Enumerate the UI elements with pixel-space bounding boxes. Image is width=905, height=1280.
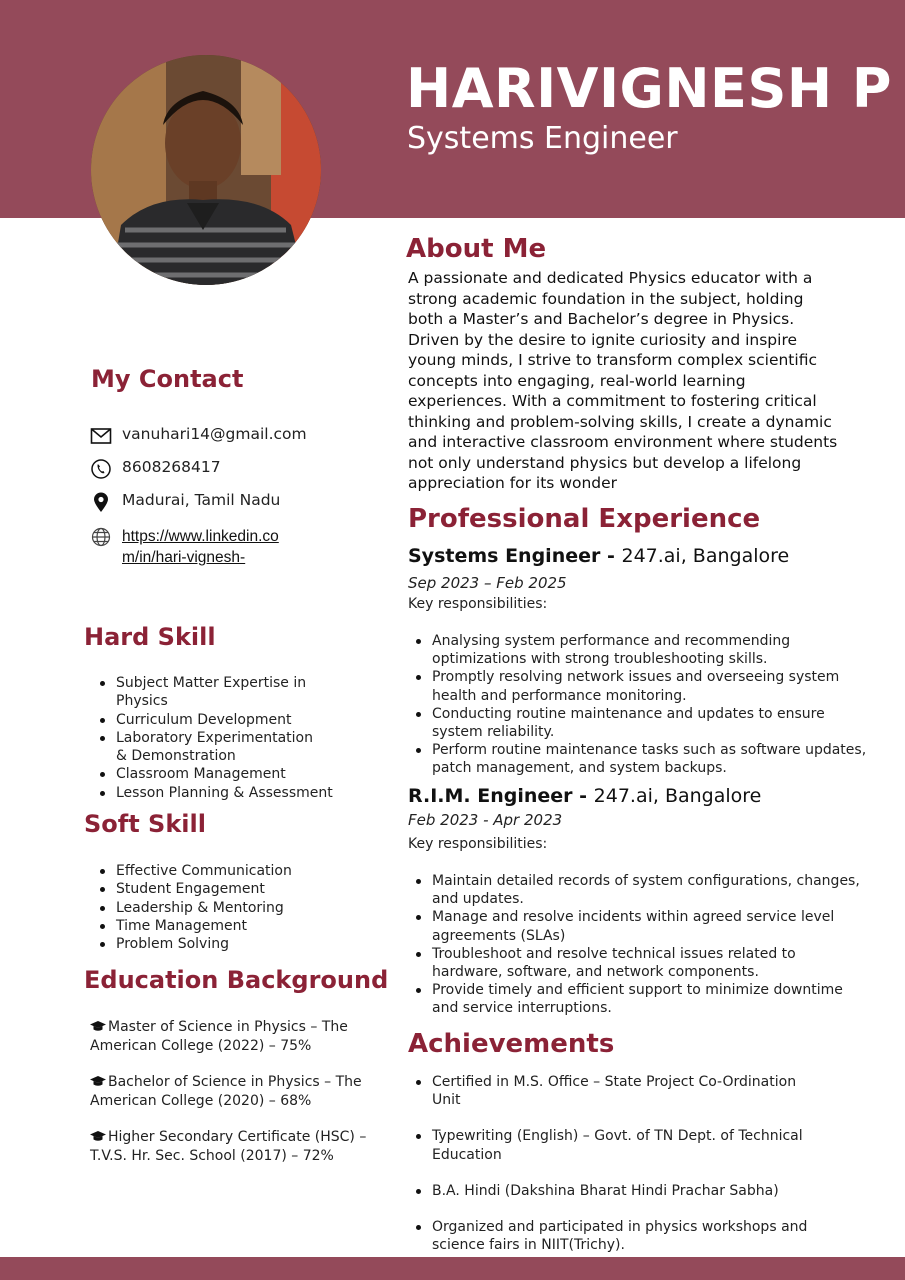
achievements-list: [408, 1073, 828, 1272]
contact-heading: My Contact: [91, 365, 244, 393]
education-heading: Education Background: [84, 966, 389, 994]
location-pin-icon: [90, 491, 112, 513]
list-item: Promptly resolving network issues and overseeing system health and performance monitoring.: [408, 668, 868, 704]
job-dates-2: Feb 2023 - Apr 2023: [408, 811, 563, 829]
list-item: Lesson Planning & Assessment: [92, 784, 362, 802]
linkedin-line-2: m/in/hari-vignesh-: [122, 549, 246, 566]
list-item: B.A. Hindi (Dakshina Bharat Hindi Prachar Sabha): [408, 1182, 828, 1200]
job-company: 247.ai, Bangalore: [593, 785, 762, 807]
list-item: Manage and resolve incidents within agreed service level agreements (SLAs): [408, 908, 868, 944]
education-item: [90, 1073, 370, 1110]
education-item: [90, 1128, 370, 1165]
job-resp-label-1: Key responsibilities:: [408, 596, 548, 612]
soft-skill-heading: Soft Skill: [84, 810, 206, 838]
list-item: Perform routine maintenance tasks such as software updates, patch management, and system backups.: [408, 741, 868, 777]
achievements-heading: Achievements: [408, 1029, 615, 1059]
list-item: Curriculum Development: [92, 711, 362, 729]
contact-linkedin[interactable]: [90, 526, 279, 568]
list-item: Typewriting (English) – Govt. of TN Dept. of Technical Education: [408, 1127, 812, 1163]
contact-location: [90, 491, 280, 513]
hard-skill-heading: Hard Skill: [84, 623, 216, 651]
list-item: Maintain detailed records of system configurations, changes, and updates.: [408, 872, 868, 908]
list-item: Time Management: [92, 917, 362, 935]
list-item: Effective Communication: [92, 862, 362, 880]
list-item: Problem Solving: [92, 935, 362, 953]
job-company: 247.ai, Bangalore: [621, 545, 790, 567]
education-text: Bachelor of Science in Physics – The American College (2020) – 68%: [90, 1074, 362, 1109]
list-item: Certified in M.S. Office – State Project Co-Ordination Unit: [408, 1073, 828, 1109]
hard-skill-list: [92, 674, 362, 802]
education-text: Higher Secondary Certificate (HSC) – T.V.S. Hr. Sec. School (2017) – 72%: [90, 1129, 367, 1164]
candidate-role: Systems Engineer: [407, 121, 678, 156]
email-text: vanuhari14@gmail.com: [122, 425, 307, 443]
list-item: Provide timely and efficient support to minimize downtime and service interruptions.: [408, 981, 868, 1017]
list-item: Subject Matter Expertise in Physics: [92, 674, 362, 711]
contact-phone: [90, 458, 221, 480]
list-item: Laboratory Experimentation & Demonstration: [92, 729, 326, 766]
education-text: Master of Science in Physics – The American College (2022) – 75%: [90, 1019, 348, 1054]
list-item: Leadership & Mentoring: [92, 899, 362, 917]
job-title-1: [408, 545, 789, 567]
about-text: A passionate and dedicated Physics educator with a strong academic foundation in the subject, holding both a Master’s and Bachelor’s degree in Physics. Driven by the desire to ignite curiosity and inspire young minds, I strive to transform complex scientific concepts into engaging, real-world learning experiences. With a commitment to fostering critical thinking and problem-solving skills, I create a dynamic and interactive classroom environment where students not only understand physics but develop a lifelong appreciation for its wonder: [408, 269, 838, 492]
globe-icon: [90, 526, 112, 548]
graduation-cap-icon: [90, 1131, 106, 1142]
phone-text: 8608268417: [122, 458, 221, 476]
job-title-2: [408, 785, 761, 807]
mail-icon: [90, 425, 112, 447]
list-item: Troubleshoot and resolve technical issues related to hardware, software, and network components.: [408, 945, 868, 981]
phone-icon: [90, 458, 112, 480]
job-dates-1: Sep 2023 – Feb 2025: [408, 574, 567, 592]
job-role: Systems Engineer -: [408, 545, 622, 567]
linkedin-link[interactable]: [122, 526, 279, 568]
job-resp-list-2: [408, 872, 868, 1018]
job-resp-list-1: [408, 632, 868, 778]
candidate-name: HARIVIGNESH P: [406, 57, 892, 120]
profile-photo: [91, 55, 321, 285]
list-item: Student Engagement: [92, 880, 362, 898]
location-text: Madurai, Tamil Nadu: [122, 491, 281, 509]
job-role: R.I.M. Engineer -: [408, 785, 594, 807]
graduation-cap-icon: [90, 1021, 106, 1032]
experience-heading: Professional Experience: [408, 504, 761, 534]
list-item: Classroom Management: [92, 765, 362, 783]
linkedin-line-1: https://www.linkedin.co: [122, 528, 279, 545]
graduation-cap-icon: [90, 1076, 106, 1087]
about-heading: About Me: [406, 234, 547, 264]
list-item: Analysing system performance and recommending optimizations with strong troubleshooting skills.: [408, 632, 868, 668]
soft-skill-list: [92, 862, 362, 953]
list-item: Organized and participated in physics workshops and science fairs in NIIT(Trichy).: [408, 1218, 822, 1254]
job-resp-label-2: Key responsibilities:: [408, 836, 548, 852]
contact-email: [90, 425, 307, 447]
list-item: Conducting routine maintenance and updates to ensure system reliability.: [408, 705, 868, 741]
education-item: [90, 1018, 370, 1055]
